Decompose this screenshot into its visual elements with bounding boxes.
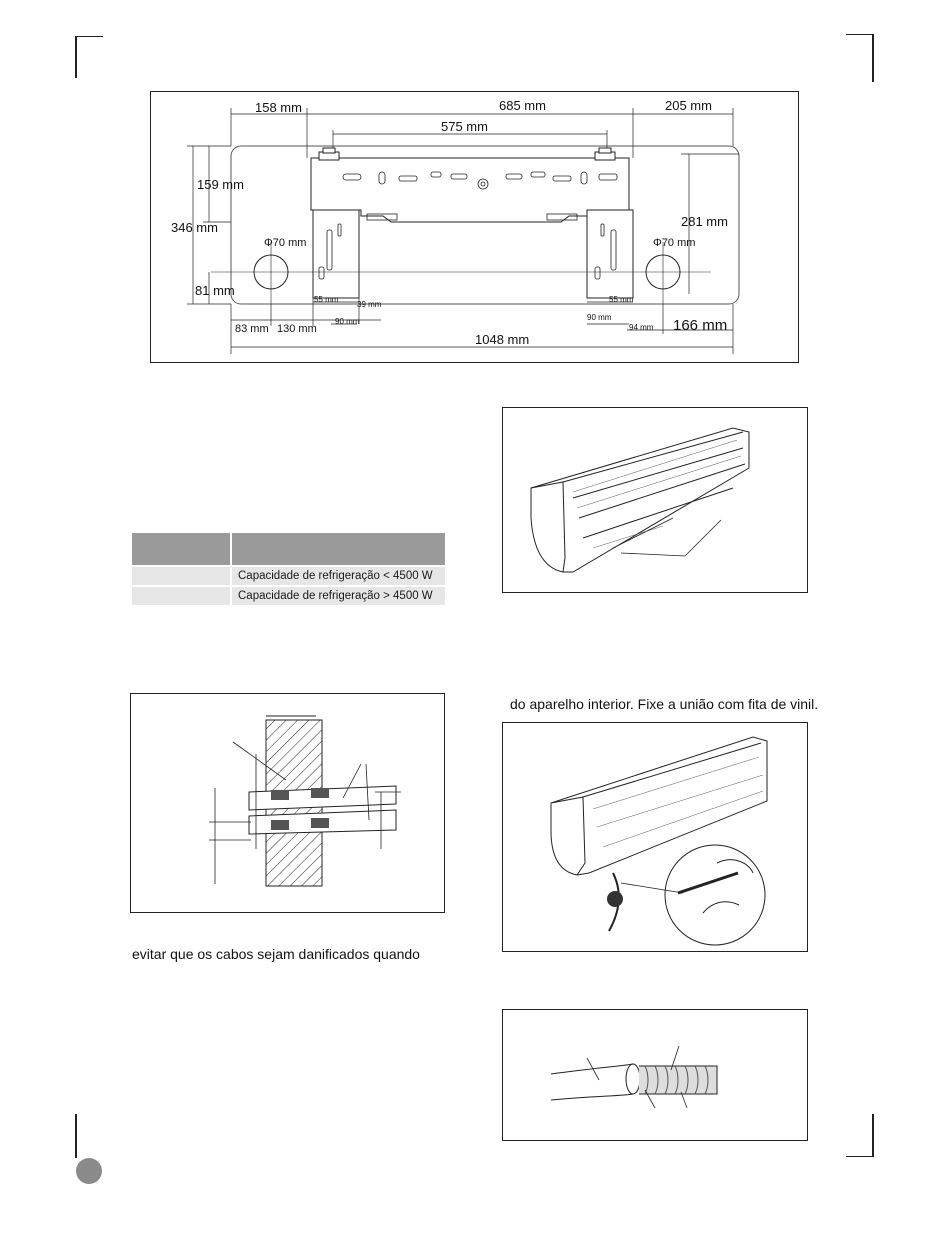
spec-table <box>132 531 445 607</box>
mounting-plate-svg <box>151 92 798 362</box>
dim-90-left: 90 mm <box>335 317 360 326</box>
crop-mark-bottom-left-v <box>75 1114 77 1158</box>
spec-header-col2 <box>232 533 445 565</box>
dim-158: 158 mm <box>255 100 302 115</box>
pipe-wrapping-svg <box>503 1010 807 1140</box>
dim-575: 575 mm <box>441 119 488 134</box>
spec-row-2-value: Capacidade de refrigeração > 4500 W <box>232 587 445 605</box>
spec-table-header <box>132 533 445 565</box>
dim-90-right: 90 mm <box>587 313 612 322</box>
dim-281: 281 mm <box>681 214 728 229</box>
crop-mark-top-right-v <box>872 34 874 82</box>
mounting-plate-diagram <box>150 91 799 363</box>
pipe-connection-figure <box>502 722 808 952</box>
dim-phi-left: Φ70 mm <box>264 237 307 249</box>
page-number-badge <box>76 1158 102 1184</box>
wall-section-figure <box>130 693 445 913</box>
wall-section-svg <box>131 694 444 912</box>
dim-55-left: 55 mm <box>314 295 339 304</box>
dim-159: 159 mm <box>197 177 244 192</box>
dim-83: 83 mm <box>235 323 269 335</box>
mounting-plate <box>311 148 633 298</box>
dim-1048: 1048 mm <box>475 332 530 347</box>
dim-346: 346 mm <box>171 220 218 235</box>
crop-mark-top-left-h <box>75 36 103 37</box>
dim-55-right: 55 mm <box>609 295 634 304</box>
spec-header-col1 <box>132 533 232 565</box>
table-row <box>132 587 445 605</box>
crop-mark-bottom-right-h <box>846 1156 874 1157</box>
detail-circle <box>665 845 765 945</box>
indoor-unit-figure <box>502 407 808 593</box>
crop-mark-top-left-v <box>75 36 77 78</box>
spec-row-1-value: Capacidade de refrigeração < 4500 W <box>232 567 445 585</box>
dim-205: 205 mm <box>665 98 712 113</box>
dimension-lines <box>187 108 739 354</box>
table-row <box>132 567 445 585</box>
crop-mark-bottom-right-v <box>872 1114 874 1156</box>
dim-166: 166 mm <box>673 317 728 334</box>
pipe-connection-svg <box>503 723 807 951</box>
caption-vinyl-tape: do aparelho interior. Fixe a união com fita de vinil. <box>510 696 819 712</box>
dim-81: 81 mm <box>195 283 235 298</box>
dim-94: 94 mm <box>629 323 654 332</box>
caption-cables: evitar que os cabos sejam danificados quando <box>132 946 420 962</box>
dim-685: 685 mm <box>499 98 546 113</box>
crop-mark-top-right-h <box>846 34 874 35</box>
pipe-wrapping-figure <box>502 1009 808 1141</box>
dim-phi-right: Φ70 mm <box>653 237 696 249</box>
dim-130: 130 mm <box>277 323 317 335</box>
dim-39: 39 mm <box>357 300 382 309</box>
indoor-unit-svg <box>503 408 807 592</box>
